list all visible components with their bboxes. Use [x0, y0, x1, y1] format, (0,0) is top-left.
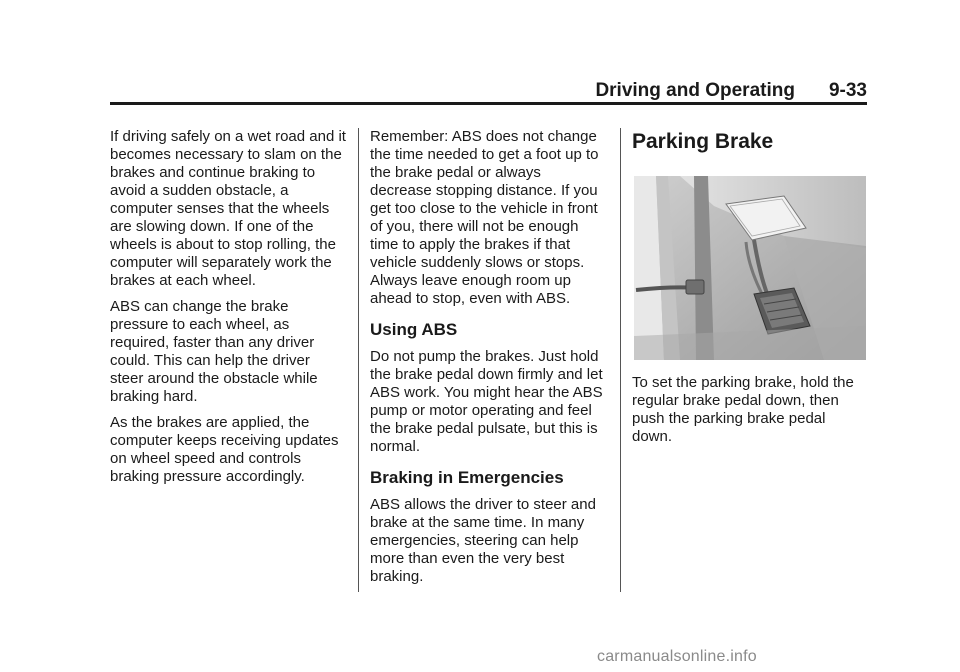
- column-divider: [358, 128, 359, 592]
- column-1: [110, 128, 346, 494]
- page-header: [110, 80, 867, 102]
- braking-emergencies-heading: Braking in Emergencies: [370, 468, 564, 487]
- parking-brake-pedal-image: [634, 176, 866, 360]
- paragraph: To set the parking brake, hold the regular brake pedal down, then push the parking brake pedal down.: [632, 374, 854, 445]
- paragraph: ABS can change the brake pressure to each wheel, as required, faster than any driver could. This can help the driver steer around the obstacle while braking hard.: [110, 298, 318, 405]
- column-3: [632, 128, 868, 454]
- paragraph: Do not pump the brakes. Just hold the brake pedal down firmly and let ABS work. You might hear the ABS pump or motor operating and feel the brake pedal pulsate, but this is normal.: [370, 348, 603, 455]
- paragraph: ABS allows the driver to steer and brake at the same time. In many emergencies, steering can help more than even the very best braking.: [370, 496, 596, 585]
- paragraph: As the brakes are applied, the computer keeps receiving updates on wheel speed and controls braking pressure accordingly.: [110, 414, 339, 485]
- column-2: [370, 128, 606, 594]
- using-abs-heading: Using ABS: [370, 320, 458, 339]
- watermark: carmanualsonline.info: [597, 648, 757, 665]
- parking-brake-illustration: [634, 176, 866, 360]
- paragraph: If driving safely on a wet road and it becomes necessary to slam on the brakes and continue braking to avoid a sudden obstacle, a computer senses that the wheels are slowing down. If one of the wheels is about to stop rolling, the computer will separately work the brakes at each wheel.: [110, 128, 346, 289]
- header-title: Driving and Operating: [595, 80, 795, 101]
- column-divider: [620, 128, 621, 592]
- parking-brake-heading: Parking Brake: [632, 130, 774, 153]
- paragraph: Remember: ABS does not change the time needed to get a foot up to the brake pedal or always decrease stopping distance. If you get too close to the vehicle in front of you, there will not be enough time to apply the brakes if that vehicle suddenly slows or stops. Always leave enough room up ahead to stop, even with ABS.: [370, 128, 599, 307]
- page-number: 9-33: [828, 80, 867, 101]
- header-rule: [110, 102, 867, 105]
